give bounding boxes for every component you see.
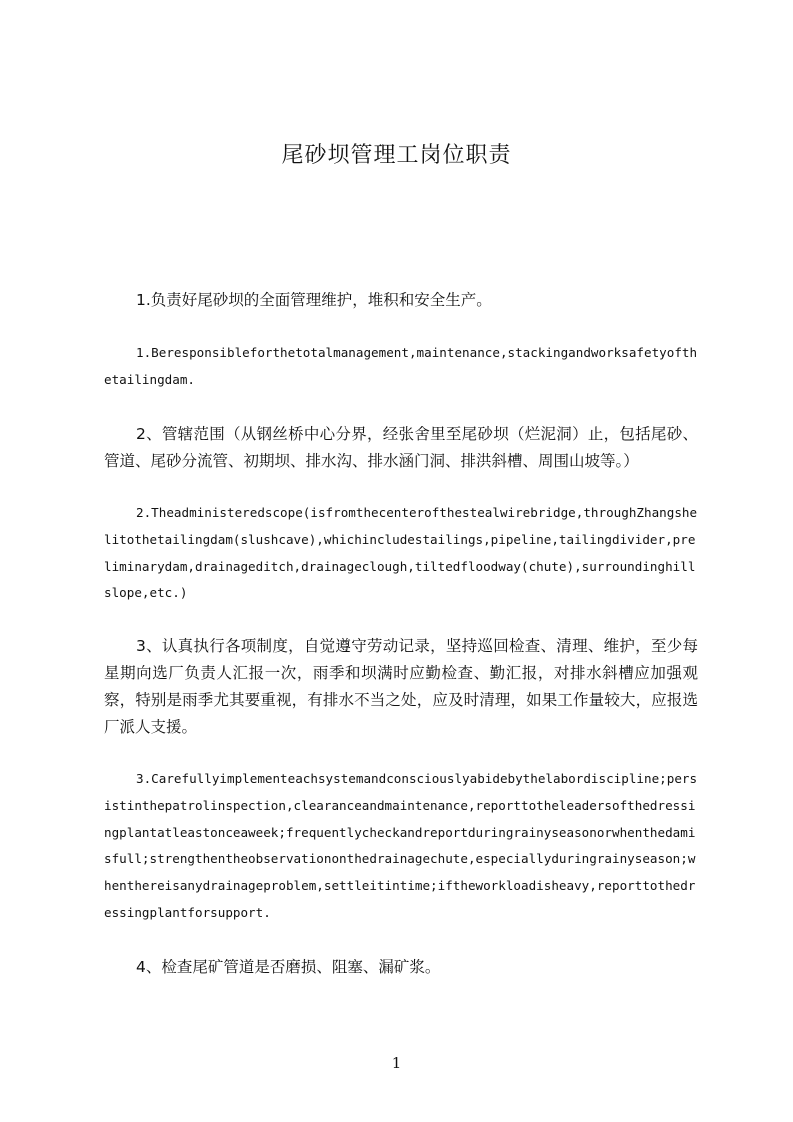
paragraph-2-zh: 2、管辖范围（从钢丝桥中心分界，经张舍里至尾砂坝（烂泥洞）止，包括尾砂、管道、尾砂分流管、初期坝、排水沟、排水涵门洞、排洪斜槽、周围山坡等。） (104, 425, 698, 470)
page-number: 1 (391, 1054, 402, 1072)
paragraph-1-zh: 1.负责好尾砂坝的全面管理维护，堆积和安全生产。 (136, 291, 492, 309)
paragraph-3-en: 3.Carefullyimplementeachsystemandconsciouslyabidebythelabordiscipline;persistinthepatrolinspection,clearanceandmaintenance,reporttotheleadersofthedressingplantatleastonceaweek;frequentlycheckandreportduringrainyseasonorwhenthedamisfull;strengthentheobservationonthedrainagechute,especiallyduringrainyseason;whenthereisanydrainageproblem,settleitintime;iftheworkloadisheavy,reporttothedressingplantforsupport. (104, 771, 698, 920)
paragraph-1-en: 1.Beresponsibleforthetotalmanagement,maintenance,stackingandworksafetyofthetailingdam. (104, 345, 698, 387)
paragraph-4-zh: 4、检查尾矿管道是否磨损、阻塞、漏矿浆。 (136, 958, 441, 976)
paragraph-2-en: 2.Theadministeredscope(isfromthecenterofthestealwirebridge,throughZhangshelitothetailingdam(slushcave),whichincludestailings,pipeline,tailingdivider,preliminarydam,drainageditch,drainageclough,tiltedfloodway(chute),surroundinghillslope,etc.) (104, 505, 698, 601)
document-title: 尾砂坝管理工岗位职责 (281, 143, 512, 168)
paragraph-3-zh: 3、认真执行各项制度，自觉遵守劳动记录，坚持巡回检查、清理、维护，至少每星期向选厂负责人汇报一次，雨季和坝满时应勤检查、勤汇报，对排水斜槽应加强观察，特别是雨季尤其要重视，有排水不当之处，应及时清理，如果工作量较大，应报选厂派人支援。 (104, 637, 698, 736)
